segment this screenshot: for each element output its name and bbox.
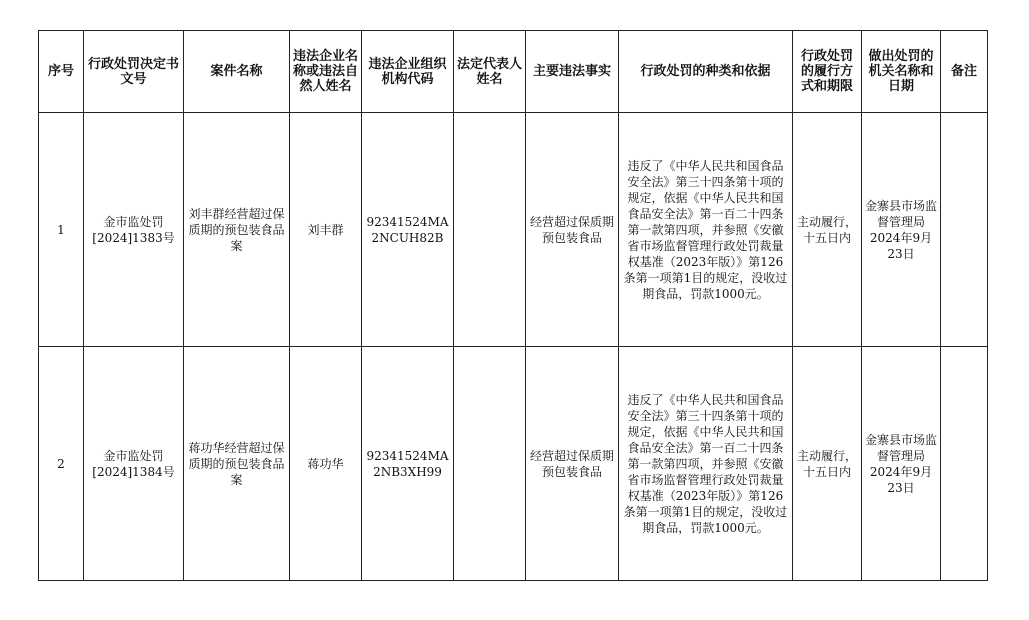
cell-penalty-basis: 违反了《中华人民共和国食品安全法》第三十四条第十项的规定，依据《中华人民共和国食品安全法》第一百二十四条第一款第四项，并参照《安徽省市场监督管理行政处罚裁量权基准（2023年版）》第126条第一项第1目的规定，没收过期食品，罚款1000元。 — [619, 347, 793, 581]
header-penalty-basis: 行政处罚的种类和依据 — [619, 31, 793, 113]
cell-legal-rep — [454, 347, 526, 581]
cell-party-name: 蒋功华 — [290, 347, 362, 581]
header-org-code: 违法企业组织机构代码 — [362, 31, 454, 113]
cell-decision-no: 金市监处罚[2024]1383号 — [84, 113, 184, 347]
authority-name: 金寨县市场监督管理局 — [865, 198, 938, 229]
header-party-name: 违法企业名称或违法自然人姓名 — [290, 31, 362, 113]
header-remarks: 备注 — [941, 31, 988, 113]
cell-authority-date — [862, 347, 941, 581]
cell-seq: 1 — [39, 113, 84, 347]
cell-remarks — [941, 113, 988, 347]
table-row — [39, 347, 988, 581]
header-authority-date: 做出处罚的机关名称和日期 — [862, 31, 941, 113]
cell-case-name: 蒋功华经营超过保质期的预包装食品案 — [184, 347, 290, 581]
cell-decision-no: 金市监处罚[2024]1384号 — [84, 347, 184, 581]
cell-facts: 经营超过保质期预包装食品 — [526, 347, 619, 581]
decision-date: 2024年9月23日 — [869, 464, 933, 495]
cell-org-code: 92341524MA2NB3XH99 — [362, 347, 454, 581]
header-case-name: 案件名称 — [184, 31, 290, 113]
header-seq: 序号 — [39, 31, 84, 113]
table-row — [39, 113, 988, 347]
cell-authority-date — [862, 113, 941, 347]
cell-performance: 主动履行，十五日内 — [793, 347, 862, 581]
penalty-table — [38, 30, 988, 581]
cell-case-name: 刘丰群经营超过保质期的预包装食品案 — [184, 113, 290, 347]
cell-performance: 主动履行，十五日内 — [793, 113, 862, 347]
header-row — [39, 31, 988, 113]
cell-remarks — [941, 347, 988, 581]
cell-org-code: 92341524MA2NCUH82B — [362, 113, 454, 347]
header-performance: 行政处罚的履行方式和期限 — [793, 31, 862, 113]
header-facts: 主要违法事实 — [526, 31, 619, 113]
header-legal-rep: 法定代表人姓名 — [454, 31, 526, 113]
authority-name: 金寨县市场监督管理局 — [865, 432, 938, 463]
cell-seq: 2 — [39, 347, 84, 581]
cell-legal-rep — [454, 113, 526, 347]
header-decision-no: 行政处罚决定书文号 — [84, 31, 184, 113]
cell-penalty-basis: 违反了《中华人民共和国食品安全法》第三十四条第十项的规定，依据《中华人民共和国食品安全法》第一百二十四条第一款第四项，并参照《安徽省市场监督管理行政处罚裁量权基准（2023年版）》第126条第一项第1目的规定，没收过期食品，罚款1000元。 — [619, 113, 793, 347]
decision-date: 2024年9月23日 — [869, 230, 933, 261]
cell-facts: 经营超过保质期预包装食品 — [526, 113, 619, 347]
cell-party-name: 刘丰群 — [290, 113, 362, 347]
